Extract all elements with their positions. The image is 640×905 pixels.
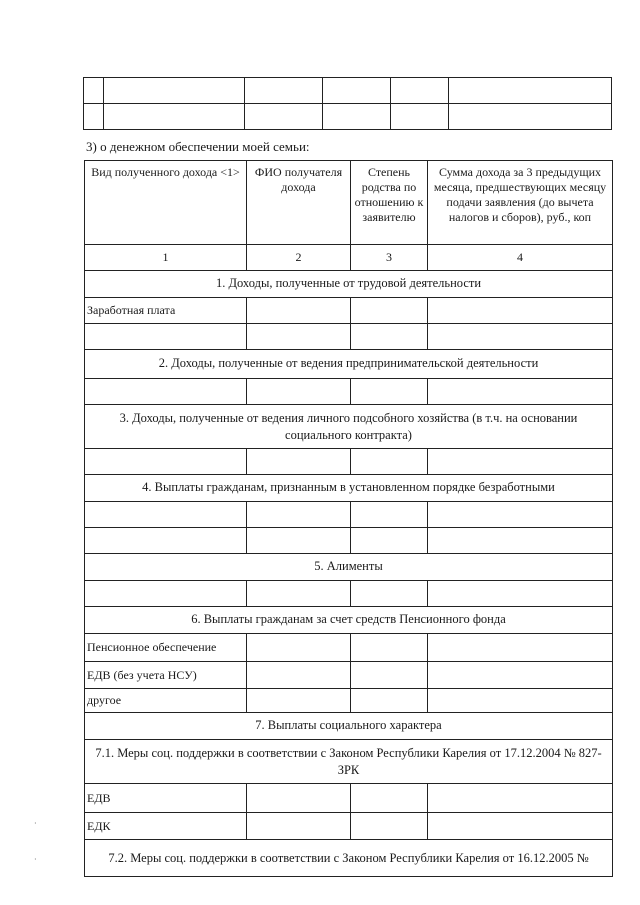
input-cell[interactable] bbox=[428, 813, 613, 840]
input-cell[interactable] bbox=[351, 449, 428, 475]
column-number: 2 bbox=[247, 245, 351, 271]
column-number: 4 bbox=[428, 245, 613, 271]
table-row bbox=[85, 581, 613, 607]
input-cell[interactable] bbox=[247, 502, 351, 528]
input-cell[interactable] bbox=[428, 662, 613, 689]
section-row bbox=[85, 350, 613, 379]
scan-speck: · bbox=[34, 855, 37, 864]
table-row bbox=[85, 379, 613, 405]
row-label-pension: Пенсионное обеспечение bbox=[85, 634, 247, 662]
table-row bbox=[85, 689, 613, 713]
input-cell[interactable] bbox=[247, 813, 351, 840]
section-row bbox=[85, 271, 613, 298]
table-cell[interactable] bbox=[449, 104, 612, 130]
input-cell[interactable] bbox=[351, 581, 428, 607]
input-cell[interactable] bbox=[351, 502, 428, 528]
row-label-edv-no-nsu: ЕДВ (без учета НСУ) bbox=[85, 662, 247, 689]
table-cell[interactable] bbox=[245, 78, 323, 104]
input-cell[interactable] bbox=[428, 324, 613, 350]
input-cell[interactable] bbox=[247, 689, 351, 713]
table-row bbox=[84, 78, 612, 104]
section-title-business: 2. Доходы, полученные от ведения предпринимательской деятельности bbox=[85, 350, 613, 379]
input-cell[interactable] bbox=[85, 581, 247, 607]
section-heading: 3) о денежном обеспечении моей семьи: bbox=[86, 139, 310, 154]
input-cell[interactable] bbox=[85, 502, 247, 528]
input-cell[interactable] bbox=[428, 449, 613, 475]
row-label-edv: ЕДВ bbox=[85, 784, 247, 813]
input-cell[interactable] bbox=[428, 581, 613, 607]
input-cell[interactable] bbox=[428, 634, 613, 662]
input-cell[interactable] bbox=[428, 689, 613, 713]
input-cell[interactable] bbox=[247, 662, 351, 689]
table-cell[interactable] bbox=[391, 78, 449, 104]
section-row bbox=[85, 740, 613, 784]
table-row bbox=[85, 324, 613, 350]
table-cell[interactable] bbox=[245, 104, 323, 130]
input-cell[interactable] bbox=[428, 502, 613, 528]
input-cell[interactable] bbox=[247, 528, 351, 554]
section-row bbox=[85, 554, 613, 581]
input-cell[interactable] bbox=[351, 689, 428, 713]
scan-speck: · bbox=[34, 819, 37, 828]
input-cell[interactable] bbox=[247, 784, 351, 813]
section-title-social: 7. Выплаты социального характера bbox=[85, 713, 613, 740]
table-row bbox=[85, 449, 613, 475]
row-label-edk: ЕДК bbox=[85, 813, 247, 840]
input-cell[interactable] bbox=[247, 379, 351, 405]
header-income-type: Вид полученного дохода <1> bbox=[85, 161, 247, 245]
input-cell[interactable] bbox=[85, 449, 247, 475]
input-cell[interactable] bbox=[428, 784, 613, 813]
section-row bbox=[85, 405, 613, 449]
table-row bbox=[85, 813, 613, 840]
input-cell[interactable] bbox=[247, 634, 351, 662]
column-number: 3 bbox=[351, 245, 428, 271]
table-row bbox=[85, 784, 613, 813]
section-title-karelia-2005: 7.2. Меры соц. поддержки в соответствии с Законом Республики Карелия от 16.12.2005 № bbox=[85, 840, 613, 877]
column-numbers-row bbox=[85, 245, 613, 271]
input-cell[interactable] bbox=[247, 324, 351, 350]
section-title-household: 3. Доходы, полученные от ведения личного подсобного хозяйства (в т.ч. на основании социального контракта) bbox=[85, 405, 613, 449]
row-label-other: другое bbox=[85, 689, 247, 713]
section-row bbox=[85, 840, 613, 877]
table-cell[interactable] bbox=[104, 104, 245, 130]
input-cell[interactable] bbox=[247, 581, 351, 607]
section-row bbox=[85, 475, 613, 502]
input-cell[interactable] bbox=[85, 379, 247, 405]
section-title-karelia-827: 7.1. Меры соц. поддержки в соответствии с Законом Республики Карелия от 17.12.2004 № 827-ЗРК bbox=[85, 740, 613, 784]
income-table bbox=[84, 160, 613, 877]
section-title-labor: 1. Доходы, полученные от трудовой деятельности bbox=[85, 271, 613, 298]
section-title-unemployed: 4. Выплаты гражданам, признанным в установленном порядке безработными bbox=[85, 475, 613, 502]
input-cell[interactable] bbox=[351, 324, 428, 350]
header-income-amount: Сумма дохода за 3 предыдущих месяца, предшествующих месяцу подачи заявления (до вычета налогов и сборов), руб., коп bbox=[428, 161, 613, 245]
input-cell[interactable] bbox=[85, 324, 247, 350]
table-cell[interactable] bbox=[323, 78, 391, 104]
table-cell[interactable] bbox=[84, 78, 104, 104]
header-recipient-name: ФИО получателя дохода bbox=[247, 161, 351, 245]
section-title-alimony: 5. Алименты bbox=[85, 554, 613, 581]
table-row bbox=[85, 502, 613, 528]
input-cell[interactable] bbox=[351, 784, 428, 813]
input-cell[interactable] bbox=[85, 528, 247, 554]
table-cell[interactable] bbox=[391, 104, 449, 130]
column-number: 1 bbox=[85, 245, 247, 271]
table-row bbox=[84, 104, 612, 130]
table-row bbox=[85, 298, 613, 324]
input-cell[interactable] bbox=[351, 662, 428, 689]
table-cell[interactable] bbox=[84, 104, 104, 130]
row-label-salary: Заработная плата bbox=[85, 298, 247, 324]
input-cell[interactable] bbox=[351, 813, 428, 840]
input-cell[interactable] bbox=[428, 528, 613, 554]
input-cell[interactable] bbox=[247, 449, 351, 475]
input-cell[interactable] bbox=[247, 298, 351, 324]
section-row bbox=[85, 607, 613, 634]
input-cell[interactable] bbox=[351, 634, 428, 662]
table-row bbox=[85, 634, 613, 662]
table-cell[interactable] bbox=[449, 78, 612, 104]
table-cell[interactable] bbox=[104, 78, 245, 104]
input-cell[interactable] bbox=[428, 298, 613, 324]
input-cell[interactable] bbox=[351, 298, 428, 324]
table-row bbox=[85, 662, 613, 689]
input-cell[interactable] bbox=[351, 528, 428, 554]
input-cell[interactable] bbox=[351, 379, 428, 405]
previous-table-fragment bbox=[83, 77, 612, 130]
table-row bbox=[85, 528, 613, 554]
header-relationship: Степень родства по отношению к заявителю bbox=[351, 161, 428, 245]
table-header-row bbox=[85, 161, 613, 245]
section-title-pension-fund: 6. Выплаты гражданам за счет средств Пенсионного фонда bbox=[85, 607, 613, 634]
input-cell[interactable] bbox=[428, 379, 613, 405]
section-row bbox=[85, 713, 613, 740]
table-cell[interactable] bbox=[323, 104, 391, 130]
